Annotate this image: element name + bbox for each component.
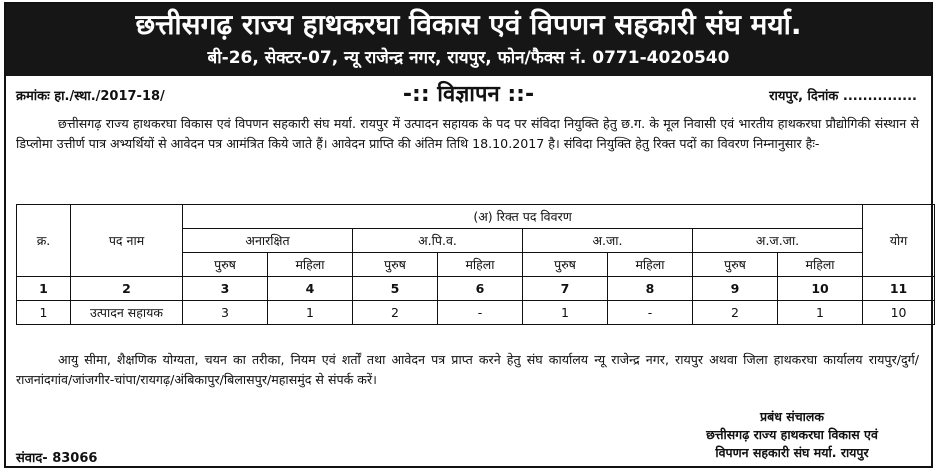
gender-header: महिला — [608, 253, 693, 277]
table-cell: 10 — [863, 301, 935, 325]
vacancy-group-header: (अ) रिक्त पद विवरण — [183, 205, 863, 229]
column-number: 7 — [523, 277, 608, 301]
table-cell: 3 — [183, 301, 268, 325]
gender-header: पुरुष — [353, 253, 438, 277]
vacancy-table — [16, 204, 935, 325]
signature-block — [672, 408, 912, 462]
category-header: अ.जा. — [523, 229, 693, 253]
total-header: योग — [863, 205, 935, 277]
column-number-row — [17, 277, 935, 301]
advertisement-frame — [4, 2, 933, 468]
column-number: 5 — [353, 277, 438, 301]
gender-header: महिला — [778, 253, 863, 277]
signature-designation: प्रबंध संचालक — [760, 409, 824, 424]
signature-org-line-1: छत्तीसगढ़ राज्य हाथकरघा विकास एवं — [706, 427, 878, 442]
column-number: 4 — [268, 277, 353, 301]
intro-paragraph: छत्तीसगढ़ राज्य हाथकरघा विकास एवं विपणन सहकारी संघ मर्या. रायपुर में उत्पादन सहायक के पद पर संविदा नियुक्ति हेतु छ.ग. के मूल निवासी एवं भारतीय हाथकरघा प्रौद्योगिकी संस्थान से डिप्लोमा उत्तीर्ण पात्र अभ्यर्थियों से आवेदन पत्र आमंत्रित किये जाते हैं। आवेदन प्राप्ति की अंतिम तिथि 18.10.2017 है। संविदा नियुक्ति हेतु रिक्त पदों का विवरण निम्नानुसार हैः- — [16, 116, 919, 151]
table-cell: - — [608, 301, 693, 325]
gender-header: पुरुष — [523, 253, 608, 277]
advertisement-title: -:: विज्ञापन ::- — [402, 82, 535, 107]
category-header: अ.पि.व. — [353, 229, 523, 253]
column-number: 11 — [863, 277, 935, 301]
table-cell: 1 — [17, 301, 71, 325]
category-header: अ.ज.जा. — [693, 229, 863, 253]
table-cell: उत्पादन सहायक — [71, 301, 183, 325]
table-row — [17, 301, 935, 325]
signature-org-line-2: विपणन सहकारी संघ मर्या. रायपुर — [715, 445, 869, 460]
table-cell: 1 — [778, 301, 863, 325]
column-number: 10 — [778, 277, 863, 301]
organization-name: छत्तीसगढ़ राज्य हाथकरघा विकास एवं विपणन सहकारी संघ मर्या. — [135, 8, 802, 41]
header-banner — [6, 4, 931, 76]
column-number: 2 — [71, 277, 183, 301]
contact-paragraph: आयु सीमा, शैक्षणिक योग्यता, चयन का तरीका, नियम एवं शर्तों तथा आवेदन पत्र प्राप्त करने हेतु संघ कार्यालय न्यू राजेन्द्र नगर, रायपुर अथवा जिला हाथकरघा कार्यालय रायपुर/दुर्ग/राजनांदगांव/जांजगीर-चांपा/रायगढ़/अंबिकापुर/बिलासपुर/महासमुंद से संपर्क करें। — [16, 352, 919, 387]
table-cell: 2 — [353, 301, 438, 325]
table-cell: 1 — [268, 301, 353, 325]
news-id: संवाद- 83066 — [16, 451, 98, 466]
column-number: 9 — [693, 277, 778, 301]
organization-address: बी-26, सेक्टर-07, न्यू राजेन्द्र नगर, रायपुर, फोन/फैक्स नं. 0771-4020540 — [207, 48, 730, 68]
post-name-header: पद नाम — [71, 205, 183, 277]
reference-number: क्रमांकः हा./स्था./2017-18/ — [16, 89, 165, 104]
gender-header: पुरुष — [693, 253, 778, 277]
table-cell: 2 — [693, 301, 778, 325]
category-header: अनारक्षित — [183, 229, 353, 253]
table-cell: - — [438, 301, 523, 325]
column-number: 3 — [183, 277, 268, 301]
place-date: रायपुर, दिनांक ............... — [769, 89, 917, 104]
gender-header: पुरुष — [183, 253, 268, 277]
table-cell: 1 — [523, 301, 608, 325]
column-number: 1 — [17, 277, 71, 301]
gender-header: महिला — [438, 253, 523, 277]
column-number: 8 — [608, 277, 693, 301]
gender-header: महिला — [268, 253, 353, 277]
column-number: 6 — [438, 277, 523, 301]
serial-header: क्र. — [17, 205, 71, 277]
table-header-row-1 — [17, 205, 935, 229]
